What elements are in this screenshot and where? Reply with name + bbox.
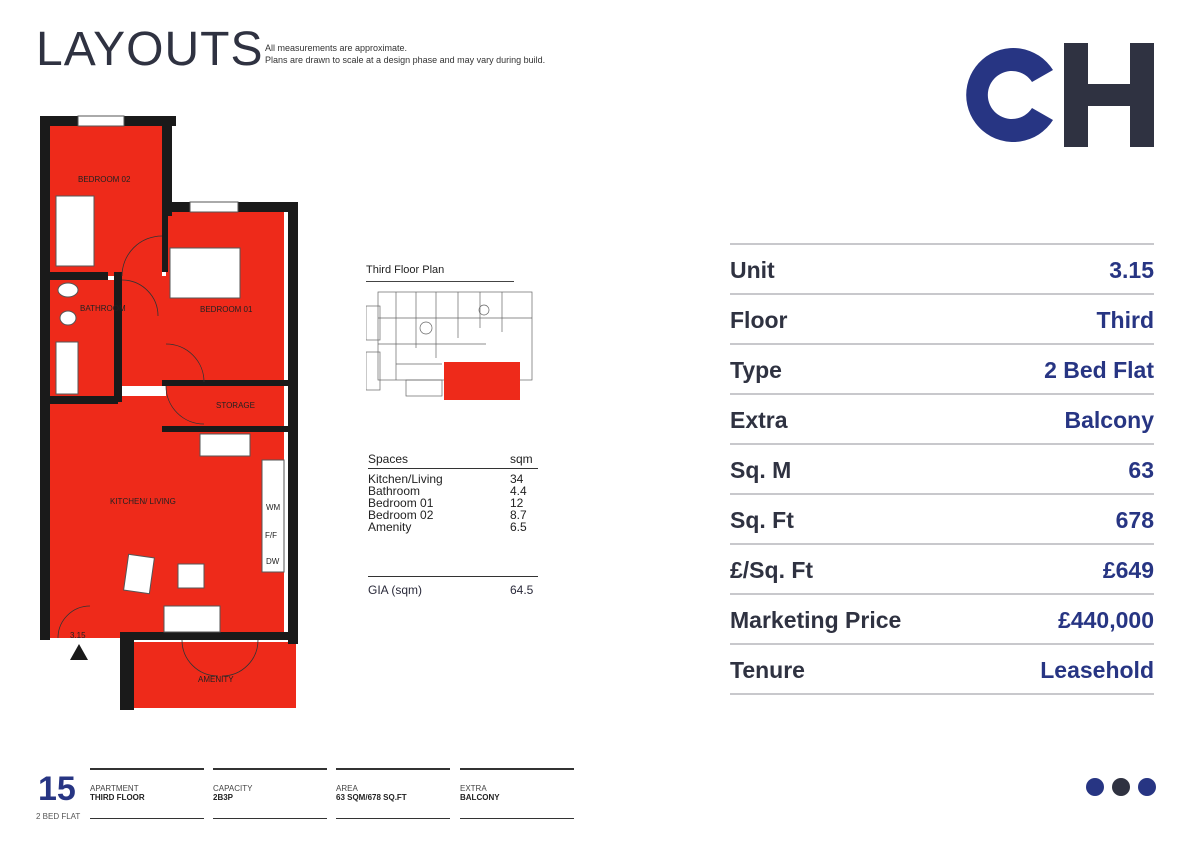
room-kitchen-living	[48, 396, 284, 638]
space-sqm: 8.7	[510, 508, 527, 522]
footer-label: APARTMENT	[90, 784, 139, 793]
spec-value: 2 Bed Flat	[1044, 356, 1154, 383]
label-bedroom-01: BEDROOM 01	[200, 305, 253, 314]
spec-value: £649	[1102, 556, 1154, 583]
wall	[288, 202, 298, 644]
page-title: LAYOUTS	[36, 23, 264, 76]
space-name: Bathroom	[368, 484, 421, 498]
keyplan-block	[406, 380, 442, 396]
spec-table	[730, 243, 1154, 695]
space-name: Bedroom 01	[368, 496, 434, 510]
area-schedule-header	[368, 452, 538, 469]
footer-column-capacity	[213, 768, 327, 819]
toilet	[58, 283, 78, 297]
keyplan-stair	[479, 305, 489, 315]
basin	[60, 311, 76, 325]
label-bathroom: BATHROOM	[80, 304, 126, 313]
area-schedule	[368, 452, 538, 533]
spec-row-extra	[730, 395, 1154, 445]
spec-value: 63	[1128, 456, 1154, 483]
spec-row-floor	[730, 295, 1154, 345]
space-sqm: 12	[510, 496, 524, 510]
unit-marker-label: 3.15	[70, 631, 86, 640]
spec-label: £/Sq. Ft	[730, 556, 814, 583]
footer-label: CAPACITY	[213, 784, 253, 793]
disclaimer-note	[265, 42, 545, 66]
ch-logo	[958, 40, 1158, 150]
floor-plan	[38, 112, 300, 712]
footer-value: 63 SQM/678 SQ.FT	[336, 793, 407, 802]
disclaimer-line-1: All measurements are approximate.	[265, 43, 408, 53]
keyplan-title: Third Floor Plan	[366, 264, 445, 276]
sofa	[164, 606, 220, 632]
spec-label: Floor	[730, 306, 788, 333]
wall	[162, 212, 168, 272]
page-dot	[1138, 778, 1156, 796]
keyplan-highlighted-unit	[444, 362, 520, 400]
window	[78, 116, 124, 126]
page-dot	[1086, 778, 1104, 796]
spec-value: Third	[1096, 306, 1154, 333]
spec-label: Sq. Ft	[730, 506, 794, 533]
footer-value: 2B3P	[213, 793, 234, 802]
kitchen-sink	[200, 434, 250, 456]
key-plan	[366, 288, 536, 403]
gia-total	[368, 576, 538, 597]
wall	[120, 632, 290, 640]
wall	[114, 272, 122, 402]
appliance-label-ff: F/F	[265, 531, 277, 540]
armchair	[124, 554, 155, 593]
footer-column-apartment	[90, 768, 204, 819]
spec-row-unit	[730, 245, 1154, 295]
footer-label: EXTRA	[460, 784, 487, 793]
space-sqm: 34	[510, 472, 524, 486]
wall	[162, 426, 288, 432]
bathtub	[56, 342, 78, 394]
footer-value: THIRD FLOOR	[90, 793, 145, 802]
wall	[40, 116, 50, 640]
spec-row-type	[730, 345, 1154, 395]
spec-value: 3.15	[1109, 256, 1154, 283]
footer-value: BALCONY	[460, 793, 500, 802]
spec-label: Type	[730, 356, 782, 383]
spec-value: Leasehold	[1040, 656, 1154, 683]
entrance-arrow-icon	[70, 644, 88, 660]
label-amenity: AMENITY	[198, 675, 234, 684]
spec-label: Unit	[730, 256, 775, 283]
window	[190, 202, 238, 212]
spec-label: Extra	[730, 406, 788, 433]
spec-row-tenure	[730, 645, 1154, 695]
logo-letter-h-bar	[1086, 84, 1132, 106]
logo-letter-c	[966, 48, 1053, 142]
appliance-label-dw: DW	[266, 557, 280, 566]
label-kitchen-living: KITCHEN/ LIVING	[110, 497, 176, 506]
space-sqm: 6.5	[510, 520, 527, 534]
wall	[162, 116, 172, 216]
page-number: 15	[38, 770, 76, 808]
space-name: Amenity	[368, 520, 412, 534]
gia-label: GIA (sqm)	[368, 583, 423, 597]
disclaimer-line-2: Plans are drawn to scale at a design phase and may vary during build.	[265, 55, 546, 65]
gia-value: 64.5	[510, 583, 534, 597]
spec-value: Balcony	[1064, 406, 1154, 433]
space-name: Kitchen/Living	[368, 472, 443, 486]
appliance-label-wm: WM	[266, 503, 281, 512]
logo-letter-h-left	[1064, 43, 1088, 147]
spec-value: £440,000	[1058, 606, 1154, 633]
logo-letter-h-right	[1130, 43, 1154, 147]
footer-column-extra	[460, 768, 574, 819]
spec-value: 678	[1115, 506, 1154, 533]
page-dot	[1112, 778, 1130, 796]
coffee-table	[178, 564, 204, 588]
bed-bedroom-01	[170, 248, 240, 298]
page-dots	[1086, 778, 1156, 796]
label-bedroom-02: BEDROOM 02	[78, 175, 131, 184]
space-name: Bedroom 02	[368, 508, 434, 522]
spec-label: Marketing Price	[730, 606, 902, 633]
header-sqm: sqm	[510, 452, 533, 466]
footer-label: AREA	[336, 784, 358, 793]
space-sqm: 4.4	[510, 484, 527, 498]
spec-row-price-per-sqft	[730, 545, 1154, 595]
wall	[162, 380, 288, 386]
list-item	[368, 521, 538, 533]
header-spaces: Spaces	[368, 452, 409, 466]
wall	[48, 396, 118, 404]
footer-column-area	[336, 768, 450, 819]
spec-row-sqft	[730, 495, 1154, 545]
label-storage: STORAGE	[216, 401, 255, 410]
page-subtitle: 2 BED FLAT	[36, 812, 81, 821]
spec-row-marketing-price	[730, 595, 1154, 645]
wall	[48, 272, 108, 280]
spec-label: Tenure	[730, 656, 805, 683]
spec-row-sqm	[730, 445, 1154, 495]
keyplan-stair	[420, 322, 432, 334]
spec-label: Sq. M	[730, 456, 792, 483]
bed-bedroom-02	[56, 196, 94, 266]
keyplan-divider	[366, 281, 514, 282]
kitchen-counter	[262, 460, 284, 572]
wall	[120, 640, 134, 710]
